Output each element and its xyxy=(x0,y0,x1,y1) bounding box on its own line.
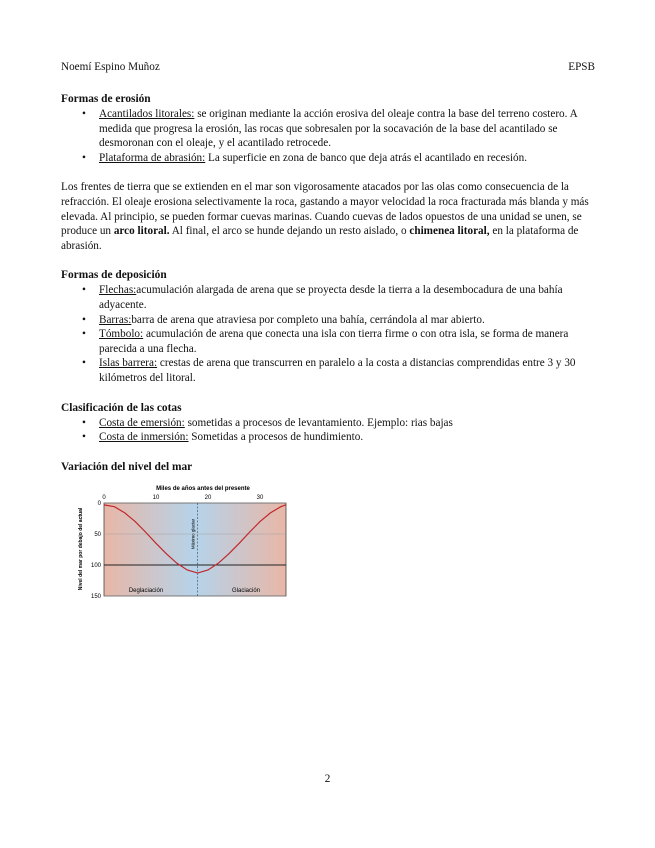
vertical-annotation: Máximo glaciar xyxy=(190,518,196,549)
deglaciation-label: Deglaciación xyxy=(128,587,164,594)
list-item: • Acantilados litorales: se originan mediante la acción erosiva del oleaje contra la base del terreno costero. A medida que progresa la erosión, las rocas que sobresalen por la socavación de la base del acantilado se desmoronan con el oleaje, y el acantilado retrocede. xyxy=(99,107,595,151)
glaciation-label: Glaciación xyxy=(231,587,261,594)
list-item: • Plataforma de abrasión: La superficie en zona de banco que deja atrás el acantilado en recesión. xyxy=(99,151,595,166)
section-title-cotas: Clasificación de las cotas xyxy=(61,401,182,414)
page-number: 2 xyxy=(324,773,331,785)
deposicion-list xyxy=(61,283,595,385)
erosion-paragraph: Los frentes de tierra que se extienden en el mar son vigorosamente atacados por las olas como consecuencia de la refracción. El oleaje erosiona selectivamente la roca, gastando a mayor velocidad la roca fracturada más blanda y más elevada. Al principio, se pueden formar cuevas marinas. Cuando cuevas de lados opuestos de una unidad se unen, se produce un arco litoral. Al final, el arco se hunde dejando un resto aislado, o chimenea litoral, en la plataforma de abrasión. xyxy=(61,181,589,252)
document-body xyxy=(61,92,595,617)
y-axis-label: Nivel del mar por debajo del actual xyxy=(78,507,84,590)
list-item: • Costa de emersión: sometidas a procesos de levantamiento. Ejemplo: rias bajas xyxy=(99,416,595,431)
list-item: • Costa de inmersión: Sometidas a procesos de hundimiento. xyxy=(99,430,595,445)
section-title-variacion: Variación del nivel del mar xyxy=(61,460,193,473)
section-title-erosion: Formas de erosión xyxy=(61,93,151,105)
list-item: • Flechas:acumulación alargada de arena que se proyecta desde la tierra a la desembocadura de una bahía adyacente. xyxy=(99,283,595,312)
page-header xyxy=(61,60,595,75)
x-tick-label: 10 xyxy=(152,494,160,501)
chart-title: Miles de años antes del presente xyxy=(156,485,250,492)
erosion-list xyxy=(61,107,595,165)
x-tick-label: 30 xyxy=(256,494,264,501)
y-tick-label: 150 xyxy=(90,593,101,600)
x-tick-label: 20 xyxy=(204,494,212,501)
cotas-list xyxy=(61,416,595,445)
x-tick-label: 0 xyxy=(102,494,106,501)
list-item: • Tómbolo: acumulación de arena que conecta una isla con tierra firme o con otra isla, se forma de manera parecida a una flecha. xyxy=(99,327,595,356)
author-name: Noemí Espino Muñoz xyxy=(61,61,160,73)
y-tick-label: 100 xyxy=(90,562,101,569)
section-title-deposicion: Formas de deposición xyxy=(61,269,167,282)
y-tick-label: 50 xyxy=(94,531,101,538)
sea-level-chart xyxy=(71,481,301,613)
y-tick-label: 0 xyxy=(97,500,101,507)
list-item: • Barras:barra de arena que atraviesa por completo una bahía, cerrándola al mar abierto. xyxy=(99,313,595,328)
organization: EPSB xyxy=(568,61,595,73)
list-item: • Islas barrera: crestas de arena que transcurren en paralelo a la costa a distancias comprendidas entre 3 y 30 kilómetros del litoral. xyxy=(99,356,595,385)
